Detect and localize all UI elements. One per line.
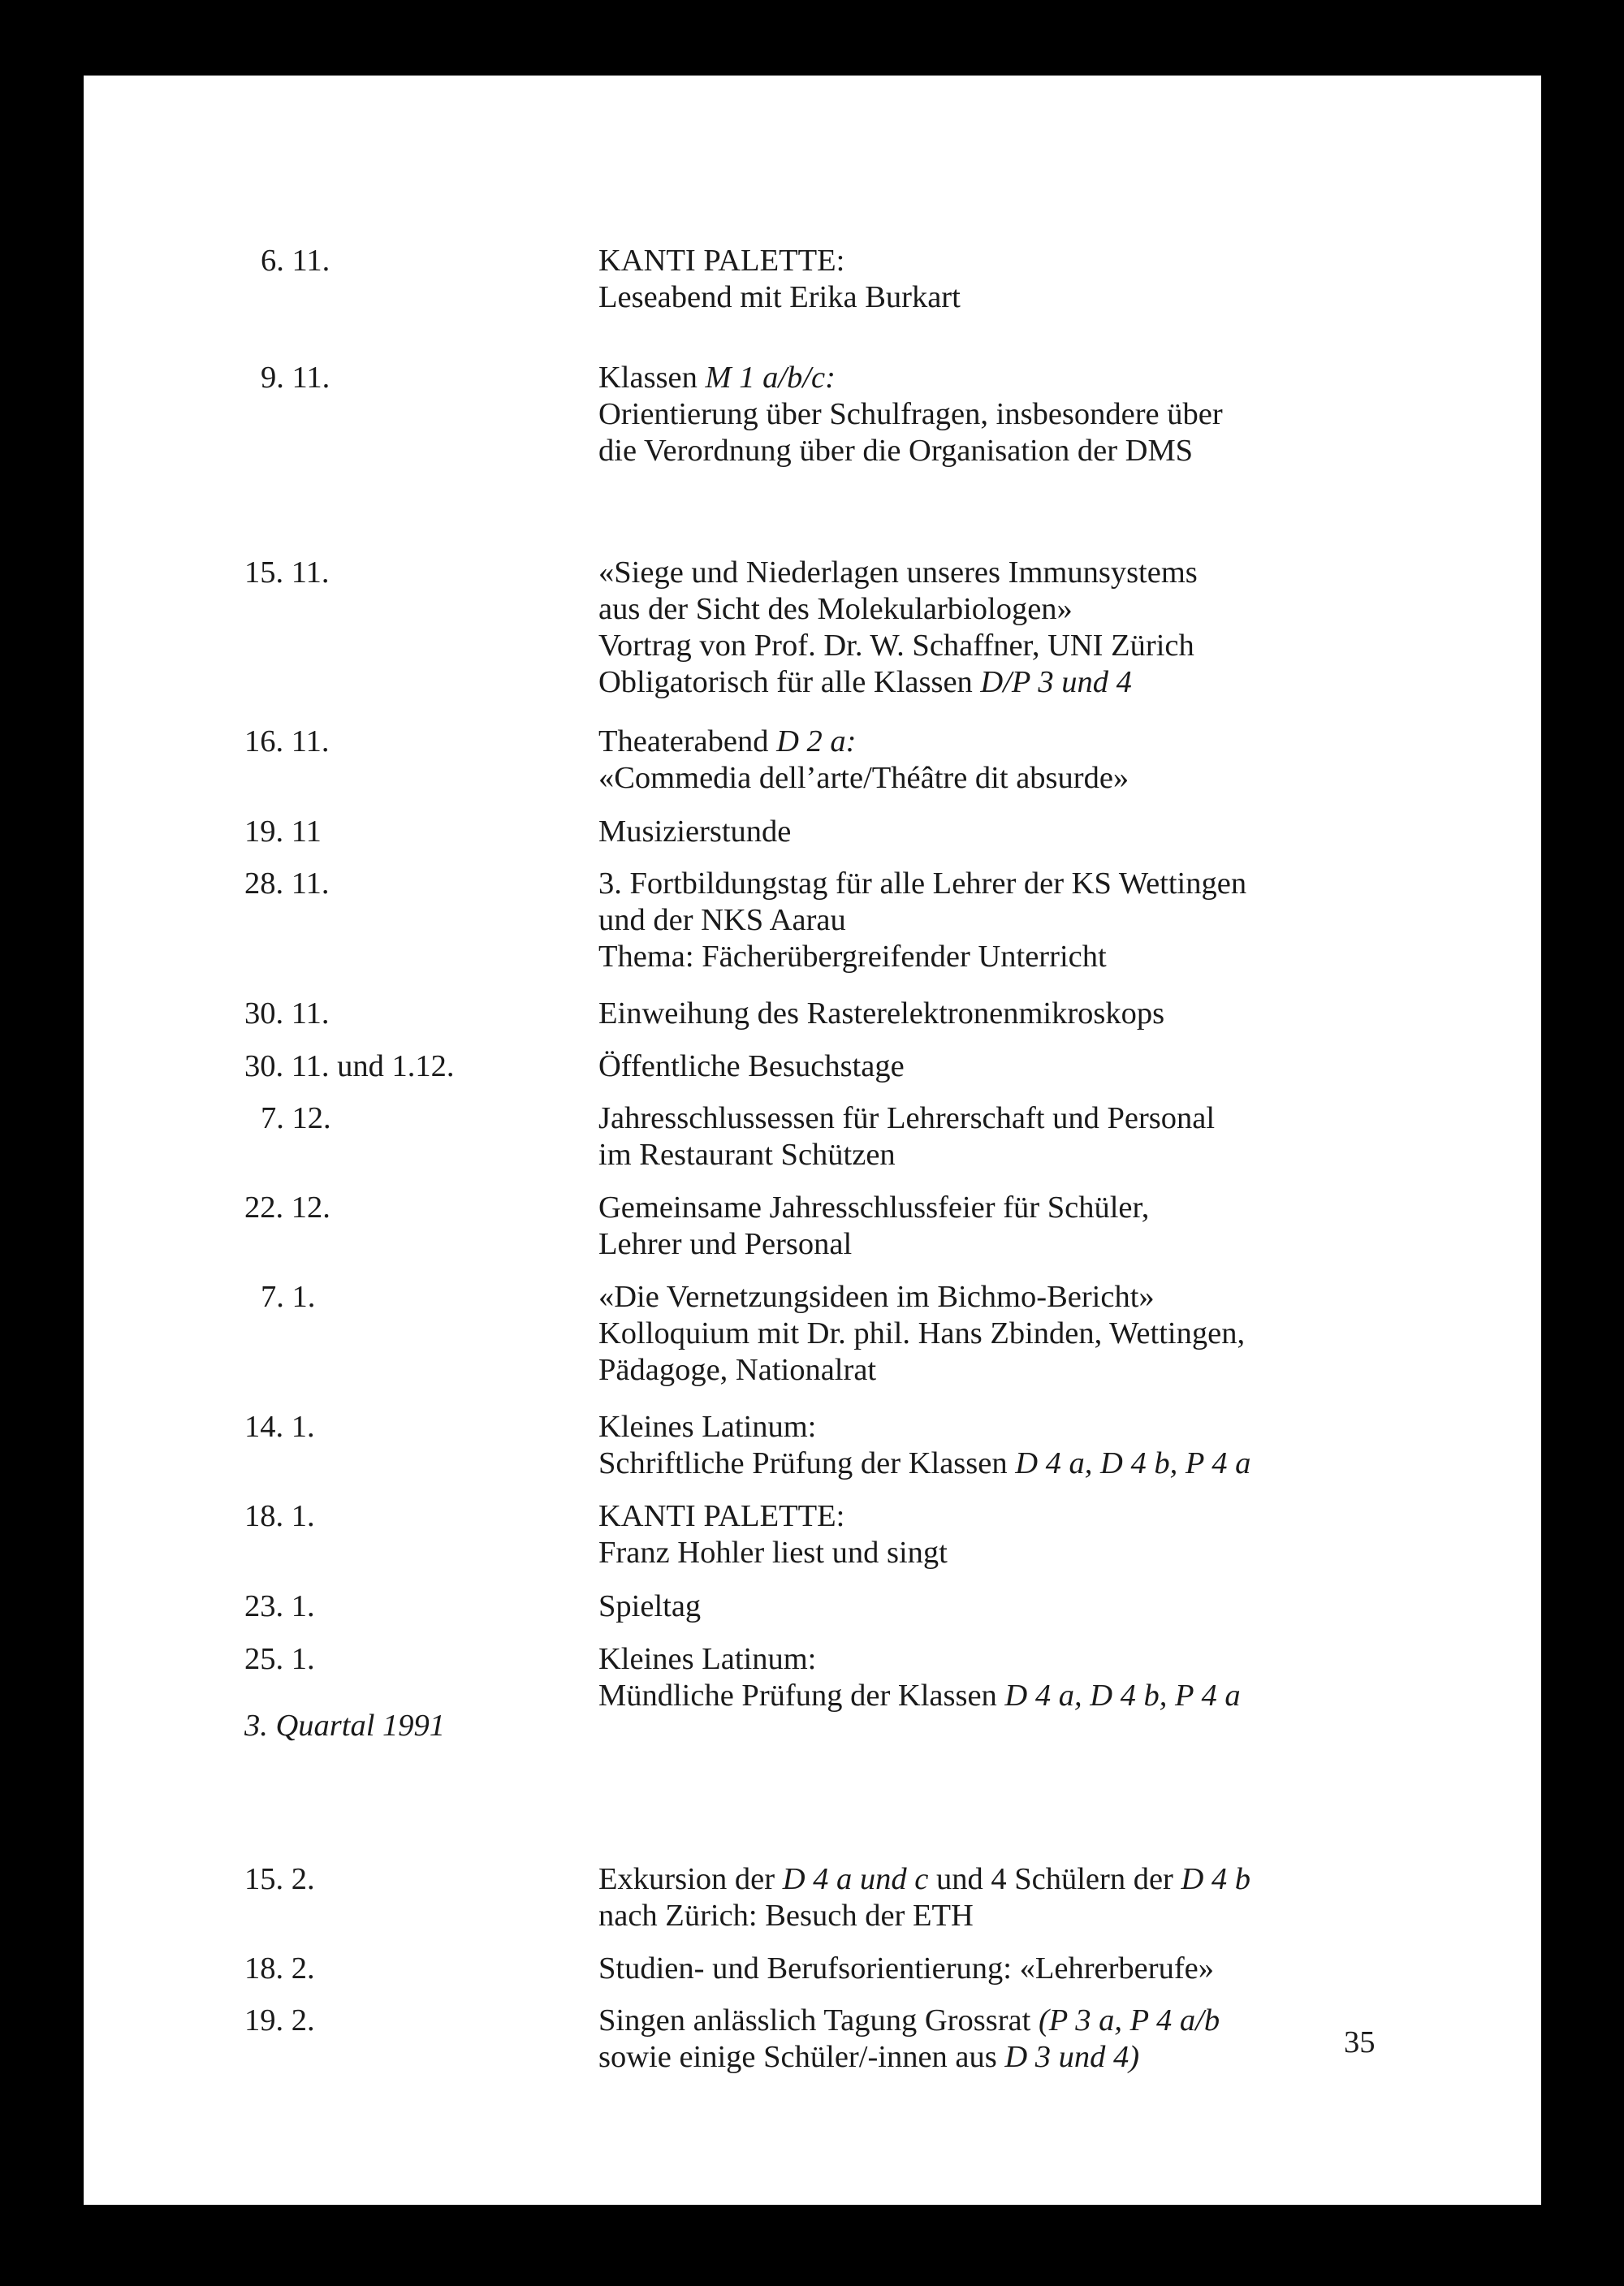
description-line [598,1352,1475,1389]
event-date: 9. 11. [261,361,330,395]
description-line [598,996,1475,1032]
event-description [598,243,1475,316]
description-line [598,1226,1475,1263]
page-number: 35 [1344,2025,1376,2059]
italic-text-segment: D 4 b [1181,1862,1251,1896]
event-date: 23. 1. [244,1589,315,1623]
description-line [598,1409,1475,1445]
event-description [598,1588,1475,1625]
description-line [598,279,1475,316]
event-description [598,1409,1475,1482]
text-segment: Thema: Fächerübergreifender Unterricht [598,940,1107,974]
event-date: 16. 11. [244,724,330,758]
text-segment: Orientierung über Schulfragen, insbesondere über [598,397,1223,431]
description-line [598,1316,1475,1352]
text-segment: Kleines Latinum: [598,1410,817,1444]
text-segment: Jahresschlussessen für Lehrerschaft und Personal [598,1101,1216,1135]
description-line [598,866,1475,902]
text-segment: Kolloquium mit Dr. phil. Hans Zbinden, Wettingen, [598,1316,1246,1350]
description-line [598,1951,1475,1987]
description-line [598,396,1475,433]
italic-text-segment: M 1 a/b/c: [705,361,836,395]
text-segment: Obligatorisch für alle Klassen [598,665,981,699]
event-description [598,1951,1475,1987]
text-segment: «Commedia dell’arte/Théâtre dit absurde» [598,761,1129,795]
description-line [598,1137,1475,1173]
text-segment: 3. Fortbildungstag für alle Lehrer der KS Wettingen [598,866,1247,901]
event-date: 18. 2. [244,1951,315,1986]
event-date: 19. 2. [244,2003,315,2038]
italic-text-segment: (P 3 a, P 4 a/b [1038,2003,1220,2038]
italic-text-segment: D 4 a, D 4 b, P 4 a [1004,1679,1241,1713]
description-line [598,1861,1475,1898]
event-description [598,1279,1475,1389]
event-date: 28. 11. [244,866,330,901]
description-line [598,939,1475,975]
description-line [598,664,1475,701]
description-line [598,724,1475,760]
event-description [598,814,1475,850]
event-date: 19. 11 [244,815,322,849]
event-description [598,996,1475,1032]
text-segment: Lehrer und Personal [598,1227,853,1261]
event-description [598,1641,1475,1714]
description-line [598,1641,1475,1678]
text-segment: Spieltag [598,1589,702,1623]
description-line [598,1678,1475,1714]
event-description [598,1048,1475,1085]
text-segment: Vortrag von Prof. Dr. W. Schaffner, UNI Zürich [598,629,1194,663]
event-description [598,1861,1475,1934]
description-line [598,1898,1475,1934]
section-heading: 3. Quartal 1991 [244,1709,446,1743]
text-segment: Franz Hohler liest und singt [598,1536,948,1570]
description-line [598,1445,1475,1482]
event-description [598,360,1475,469]
description-line [598,1279,1475,1316]
description-line [598,1588,1475,1625]
event-date: 7. 12. [261,1101,331,1135]
event-date: 15. 2. [244,1862,315,1896]
event-description [598,555,1475,701]
text-segment: Studien- und Berufsorientierung: «Lehrerberufe» [598,1951,1214,1986]
text-segment: im Restaurant Schützen [598,1138,896,1172]
italic-text-segment: D 4 a und c [782,1862,929,1896]
event-date: 22. 12. [244,1191,330,1225]
text-segment: und der NKS Aarau [598,903,846,937]
description-line [598,1535,1475,1571]
page-content [84,76,1541,2205]
event-date: 14. 1. [244,1410,315,1444]
description-line [598,1048,1475,1085]
text-segment: Theaterabend [598,724,777,758]
event-date: 30. 11. und 1.12. [244,1049,455,1083]
italic-text-segment: D 2 a: [776,724,857,758]
description-line [598,591,1475,628]
italic-text-segment: D/P 3 und 4 [980,665,1132,699]
event-date: 7. 1. [261,1280,316,1314]
description-line [598,1190,1475,1226]
text-segment: nach Zürich: Besuch der ETH [598,1899,974,1933]
description-line [598,243,1475,279]
text-segment: sowie einige Schüler/-innen aus [598,2040,1005,2074]
text-segment: Pädagoge, Nationalrat [598,1353,877,1387]
description-line [598,433,1475,469]
text-segment: die Verordnung über die Organisation der DMS [598,434,1194,468]
description-line [598,1100,1475,1137]
description-line [598,360,1475,396]
description-line [598,628,1475,664]
description-line [598,1498,1475,1535]
text-segment: «Siege und Niederlagen unseres Immunsystems [598,555,1198,590]
text-segment: Mündliche Prüfung der Klassen [598,1679,1005,1713]
event-description [598,1190,1475,1263]
event-date: 15. 11. [244,555,330,590]
text-segment: KANTI PALETTE: [598,244,845,278]
description-line [598,814,1475,850]
description-line [598,760,1475,797]
event-description [598,1100,1475,1173]
text-segment: Gemeinsame Jahresschlussfeier für Schüler, [598,1191,1150,1225]
italic-text-segment: D 3 und 4) [1004,2040,1140,2074]
text-segment: und 4 Schülern der [928,1862,1181,1896]
text-segment: Singen anlässlich Tagung Grossrat [598,2003,1039,2038]
text-segment: Öffentliche Besuchstage [598,1049,905,1083]
text-segment: Kleines Latinum: [598,1642,817,1676]
description-line [598,555,1475,591]
text-segment: aus der Sicht des Molekularbiologen» [598,592,1073,626]
text-segment: Musizierstunde [598,815,792,849]
event-description [598,1498,1475,1571]
text-segment: Leseabend mit Erika Burkart [598,280,961,314]
event-date: 30. 11. [244,996,330,1031]
text-segment: Exkursion der [598,1862,783,1896]
event-description [598,724,1475,797]
event-date: 18. 1. [244,1499,315,1533]
text-segment: Schriftliche Prüfung der Klassen [598,1446,1016,1480]
event-date: 6. 11. [261,244,330,278]
event-date: 25. 1. [244,1642,315,1676]
event-description [598,866,1475,975]
description-line [598,902,1475,939]
text-segment: Klassen [598,361,706,395]
text-segment: KANTI PALETTE: [598,1499,845,1533]
text-segment: Einweihung des Rasterelektronenmikroskops [598,996,1165,1031]
text-segment: «Die Vernetzungsideen im Bichmo-Bericht» [598,1280,1155,1314]
italic-text-segment: D 4 a, D 4 b, P 4 a [1015,1446,1251,1480]
document-page [84,76,1541,2205]
